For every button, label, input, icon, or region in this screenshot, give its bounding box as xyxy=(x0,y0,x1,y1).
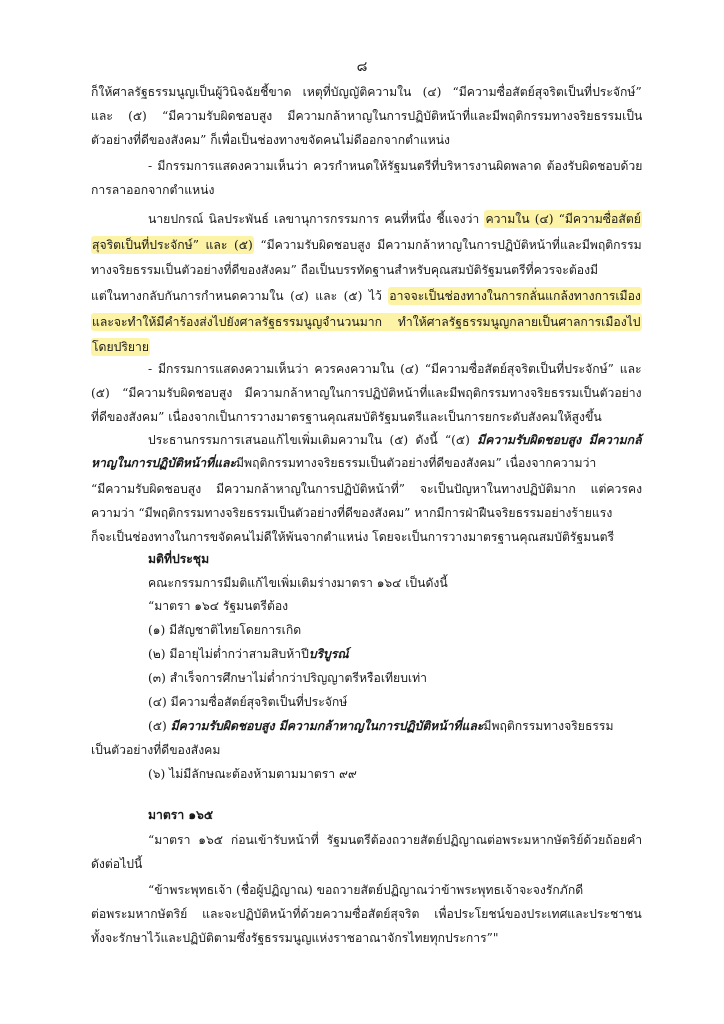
text-segment: - มีกรรมการแสดงความเห็นว่า ควรกำหนดให้รัฐมนตรีที่บริหารงานผิดพลาด ต้องรับผิดชอบด้วย xyxy=(148,159,643,173)
text-line xyxy=(91,339,150,355)
text-segment: “ข้าพระพุทธเจ้า (ชื่อผู้ปฏิญาณ) ขอถวายสัตย์ปฏิญาณว่าข้าพระพุทธเจ้าจะจงรักภักดี xyxy=(148,883,584,897)
text-segment: และ (๕) “มีความรับผิดชอบสูง มีความกล้าหาญในการปฏิบัติหน้าที่และมีพฤติกรรมทางจริยธรรมเป็น xyxy=(91,109,643,123)
text-line xyxy=(91,505,612,521)
text-line xyxy=(91,182,214,198)
text-segment: (๑) มีสัญชาติไทยโดยการเกิด xyxy=(148,623,302,637)
text-line xyxy=(91,481,642,497)
emphasized-text: มีความรับผิดชอบสูง มีความกล้ xyxy=(477,433,642,447)
text-segment: (๒) มีอายุไม่ต่ำกว่าสามสิบห้าปี xyxy=(148,647,309,661)
text-segment: ต่อพระมหากษัตริย์ และจะปฏิบัติหน้าที่ด้วยความซื่อสัตย์สุจริต เพื่อประโยชน์ของประเทศและประชาชน xyxy=(91,907,642,921)
text-segment: (๕) xyxy=(148,719,171,733)
emphasized-text: บริบูรณ์ xyxy=(308,647,349,661)
text-line xyxy=(91,108,642,124)
text-segment: ดังต่อไปนี้ xyxy=(91,857,143,871)
text-line xyxy=(91,856,142,872)
text-segment: (๓) สำเร็จการศึกษาไม่ต่ำกว่าปริญญาตรีหรือเทียบเท่า xyxy=(148,671,427,685)
highlighted-text: และจะทำให้มีคำร้องส่งไปยังศาลรัฐธรรมนูญจำนวนมาก ทำให้ศาลรัฐธรรมนูญกลายเป็นศาลการเมืองไป xyxy=(92,315,641,329)
text-line xyxy=(148,718,614,734)
text-line xyxy=(148,882,583,898)
text-segment: คณะกรรมการมีมติแก้ไขเพิ่มเติมร่างมาตรา ๑๖๔ เป็นดังนี้ xyxy=(148,576,448,590)
text-line xyxy=(91,314,642,330)
text-line xyxy=(148,832,642,848)
text-segment: มีพฤติกรรมทางจริยธรรมเป็นตัวอย่างที่ดีของสังคม” เนื่องจากความว่า xyxy=(236,456,597,470)
emphasized-text: หาญในการปฏิบัติหน้าที่และ xyxy=(91,456,236,470)
page-number: ๘ xyxy=(356,59,368,75)
text-line xyxy=(148,694,347,710)
text-line xyxy=(91,455,596,471)
text-segment: นายปกรณ์ นิลประพันธ์ เลขานุการกรรมการ คนที่หนึ่ง ชี้แจงว่า xyxy=(148,212,485,226)
text-segment: ประธานกรรมการเสนอแก้ไขเพิ่มเติมความใน (๕) ดังนี้ “(๕) xyxy=(148,433,478,447)
text-segment: “มีความรับผิดชอบสูง มีความกล้าหาญในการปฏิบัติหน้าที่และมีพฤติกรรม xyxy=(253,238,642,252)
bold-heading: มติที่ประชุม xyxy=(148,552,210,566)
text-segment: การลาออกจากตำแหน่ง xyxy=(91,183,215,197)
text-line xyxy=(148,598,288,614)
text-line xyxy=(148,158,642,174)
text-segment: ความว่า “มีพฤติกรรมทางจริยธรรมเป็นตัวอย่างที่ดีของสังคม” หากมีการฝ่าฝืนจริยธรรมอย่างร้ายแรง xyxy=(91,506,613,520)
text-line xyxy=(148,551,209,567)
text-line xyxy=(91,906,642,922)
text-line xyxy=(148,622,301,638)
bold-heading: มาตรา ๑๖๕ xyxy=(148,808,214,822)
text-line xyxy=(91,930,498,946)
text-segment: ก็ให้ศาลรัฐธรรมนูญเป็นผู้วินิจฉัยชี้ขาด เหตุที่บัญญัติความใน (๔) “มีความซื่อสัตย์สุจริตเป็นที่ประจักษ์” xyxy=(91,85,642,99)
text-segment: (๔) มีความซื่อสัตย์สุจริตเป็นที่ประจักษ์ xyxy=(148,695,348,709)
text-line xyxy=(148,646,349,662)
highlighted-text: ความใน (๔) “มีความซื่อสัตย์ xyxy=(485,212,641,226)
text-segment: “มาตรา ๑๖๕ ก่อนเข้ารับหน้าที่ รัฐมนตรีต้องถวายสัตย์ปฏิญาณต่อพระมหากษัตริย์ด้วยถ้อยคำ xyxy=(148,833,643,847)
text-line xyxy=(148,575,448,591)
text-segment: แต่ในทางกลับกันการกำหนดความใน (๔) และ (๕) ไว้ xyxy=(91,289,389,303)
text-line xyxy=(148,211,642,227)
text-segment: (๖) ไม่มีลักษณะต้องห้ามตามมาตรา ๙๙ xyxy=(148,767,357,781)
text-segment: ทางจริยธรรมเป็นตัวอย่างที่ดีของสังคม” ถือเป็นบรรทัดฐานสำหรับคุณสมบัติรัฐมนตรีที่ควรจะต้องมี xyxy=(91,263,599,277)
text-segment: (๕) “มีความรับผิดชอบสูง มีความกล้าหาญในการปฏิบัติหน้าที่และมีพฤติกรรมทางจริยธรรมเป็นตัวอย่าง xyxy=(91,386,642,400)
text-segment: “มาตรา ๑๖๔ รัฐมนตรีต้อง xyxy=(148,599,289,613)
text-line xyxy=(148,766,357,782)
text-line xyxy=(148,670,427,686)
text-segment: ที่ดีของสังคม” เนื่องจากเป็นการวางมาตรฐานคุณสมบัติรัฐมนตรีและเป็นการยกระดับสังคมให้สูงขึ้น xyxy=(91,410,602,424)
text-segment: “มีความรับผิดชอบสูง มีความกล้าหาญในการปฏิบัติหน้าที่” จะเป็นปัญหาในทางปฏิบัติมาก แต่ควรคง xyxy=(91,482,643,496)
text-line xyxy=(91,84,642,100)
text-line xyxy=(148,432,642,448)
text-line xyxy=(91,742,220,758)
text-line xyxy=(91,262,598,278)
text-segment: ทั้งจะรักษาไว้และปฏิบัติตามซึ่งรัฐธรรมนูญแห่งราชอาณาจักรไทยทุกประการ”" xyxy=(91,931,499,945)
highlighted-text: โดยปริยาย xyxy=(92,340,150,354)
text-line xyxy=(91,529,614,545)
text-line xyxy=(148,361,642,377)
text-segment: เป็นตัวอย่างที่ดีของสังคม xyxy=(91,743,221,757)
text-line xyxy=(91,132,450,148)
text-segment: ตัวอย่างที่ดีของสังคม” ก็เพื่อเป็นช่องทางขจัดคนไม่ดีออกจากตำแหน่ง xyxy=(91,133,451,147)
text-line xyxy=(91,288,642,304)
highlighted-text: อาจจะเป็นช่องทางในการกลั่นแกล้งทางการเมือง xyxy=(389,289,641,303)
highlighted-text: สุจริตเป็นที่ประจักษ์” และ (๕) xyxy=(92,238,253,252)
text-line xyxy=(148,807,213,823)
text-segment: ก็จะเป็นช่องทางในการขจัดคนไม่ดีให้พ้นจากตำแหน่ง โดยจะเป็นการวางมาตรฐานคุณสมบัติรัฐมนตรี xyxy=(91,530,615,544)
emphasized-text: มีความรับผิดชอบสูง มีความกล้าหาญในการปฏิบัติหน้าที่และ xyxy=(170,719,484,733)
text-segment: มีพฤติกรรมทางจริยธรรม xyxy=(483,719,614,733)
text-segment: - มีกรรมการแสดงความเห็นว่า ควรคงความใน (๔) “มีความซื่อสัตย์สุจริตเป็นที่ประจักษ์” และ xyxy=(148,362,642,376)
text-line xyxy=(91,385,642,401)
text-line xyxy=(91,237,642,253)
text-line xyxy=(91,409,602,425)
